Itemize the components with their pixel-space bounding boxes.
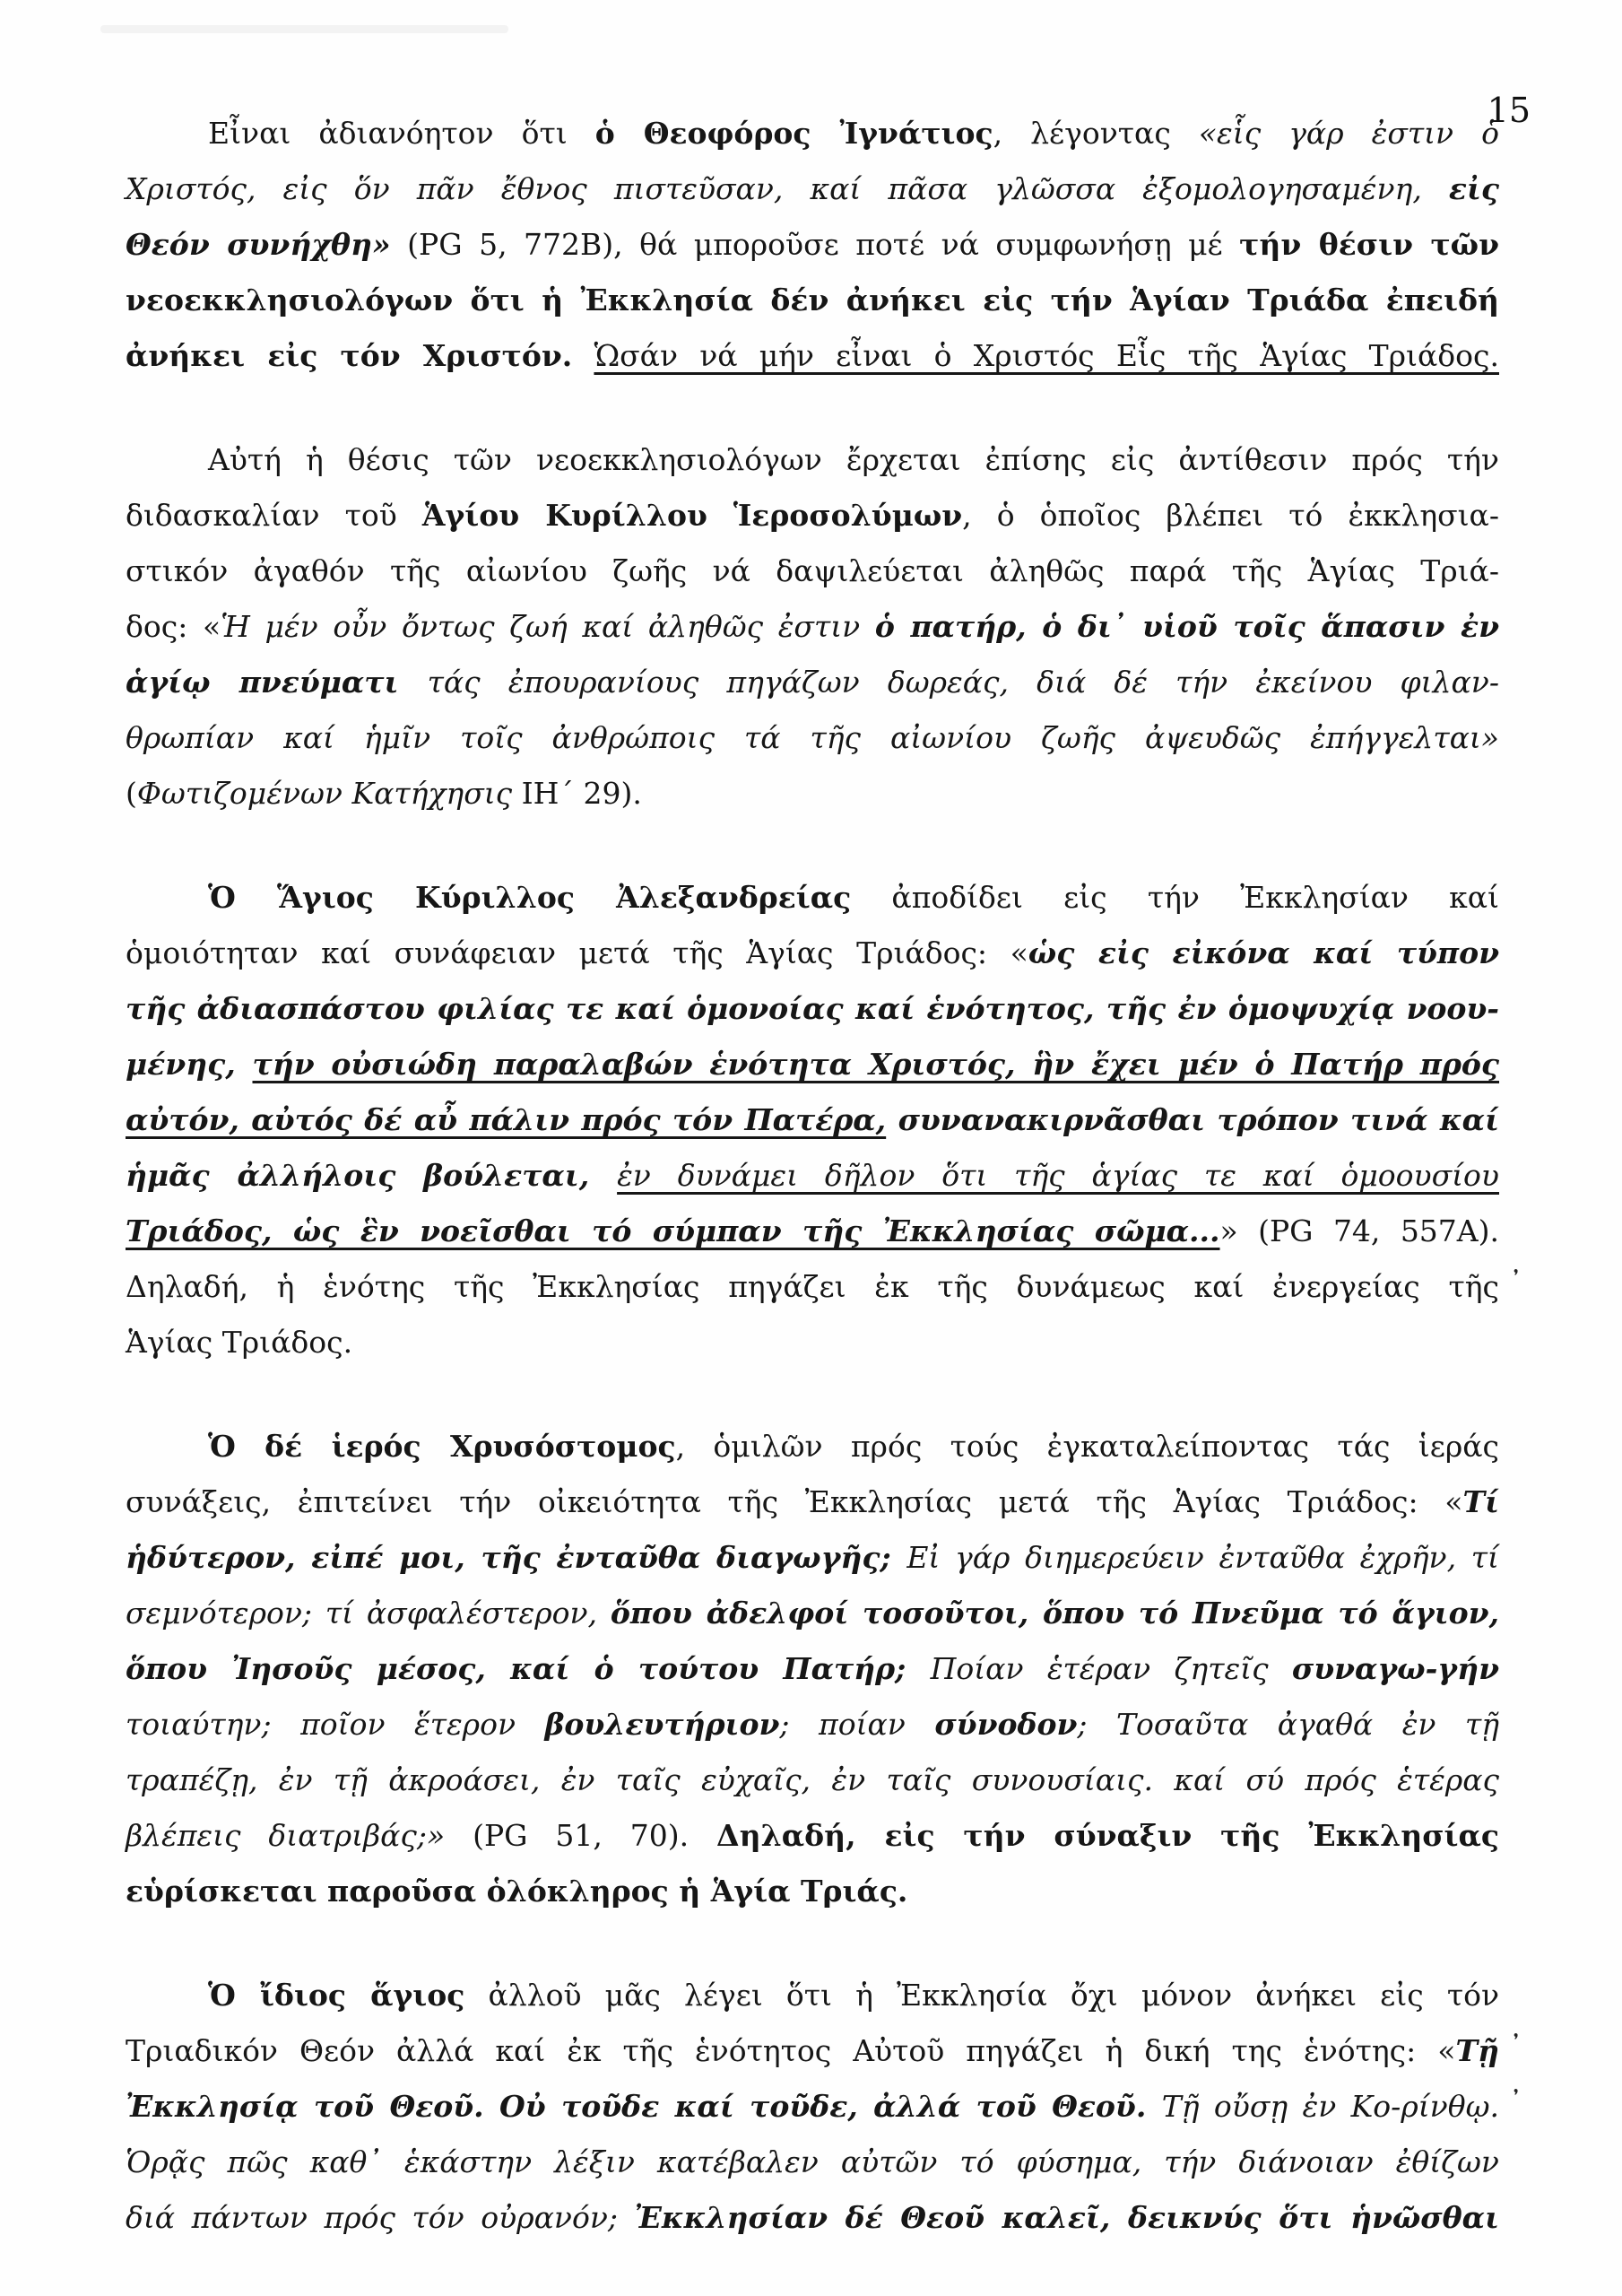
text-line [126,766,1499,822]
text-line [126,2135,1499,2190]
text-segment: Ὁ Ἅγιος Κύριλλος Ἀλεξανδρείας [208,880,852,915]
text-line [126,2023,1522,2079]
text-segment: Τί [1462,1484,1499,1519]
text-line [126,2079,1522,2135]
text-segment: ὁμοιότηταν καί συνάφειαν μετά τῆς Ἁγίας Τριάδος: « [126,935,1028,970]
text-segment: Χριστός, εἰς ὅν πᾶν ἔθνος πιστεῦσαν, καί πᾶσα γλῶσσα ἐξομολογησαμένη, [126,171,1449,206]
text-segment: τάς ἐπουρανίους πηγάζων δωρεάς, διά δέ τήν ἐκείνου φιλαν- [427,665,1500,700]
text-segment: ὁ Θεοφόρος Ἰγνάτιος [594,116,993,151]
text-segment: εἰς [1448,171,1499,206]
text-line [126,1968,1499,2023]
text-segment: ὁ πατήρ, ὁ δι᾿ υἱοῦ τοῖς ἅπασιν ἐν [874,609,1500,644]
text-segment: διά πάντων πρός τόν οὐρανόν; [126,2200,635,2235]
text-segment: Δηλαδή, εἰς τήν σύναξιν τῆς Ἐκκλησίας [716,1818,1499,1853]
text-line [126,655,1499,710]
text-segment: βλέπεις διατριβάς;» [126,1818,446,1853]
text-segment: ἀνήκει εἰς τόν Χριστόν. [126,338,573,373]
text-segment: , ὁμιλῶν πρός τούς ἐγκαταλείποντας τάς ἱεράς [675,1429,1499,1464]
paragraph-1 [126,106,1499,384]
text-segment: Αὐτή ἡ θέσις τῶν νεοεκκλησιολόγων ἔρχεται ἐπίσης εἰς ἀντίθεσιν πρός τήν [208,442,1499,477]
text-line [126,981,1499,1037]
text-segment: συνάξεις, ἐπιτείνει τήν οἰκειότητα τῆς Ἐκκλησίας μετά τῆς Ἁγίας Τριάδος: « [126,1484,1463,1519]
text-line [126,1315,1499,1370]
text-segment: τήν οὐσιώδη παραλαβών ἑνότητα Χριστός, ἣν ἔχει μέν ὁ Πατήρ πρός [252,1047,1500,1082]
text-line [126,599,1499,655]
text-segment: «εἷς γάρ ἐστιν ὁ [1198,116,1500,151]
text-segment: ΙΗ΄ 29). [512,776,642,811]
text-segment: Τῇ οὔσῃ ἐν Κο-ρίνθῳ. [1161,2089,1499,2124]
text-segment: ὅπου Ἰησοῦς μέσος, καί ὁ τούτου Πατήρ; [126,1651,931,1686]
text-line [126,1808,1499,1864]
text-segment: ; Τοσαῦτα ἀγαθά ἐν τῇ [1077,1707,1499,1742]
stray-breathing-mark: ᾿ [1509,1267,1522,1299]
text-segment: ἁγίῳ πνεύματι [126,665,428,700]
text-line [126,1641,1499,1697]
text-segment: ἀλλοῦ μᾶς λέγει ὅτι ἡ Ἐκκλησία ὄχι μόνον ἀνήκει εἰς τόν [464,1978,1500,2013]
text-segment: Ἁγίας Τριάδος. [126,1325,353,1360]
text-segment [572,338,594,373]
text-segment: Ἐκκλησίαν δέ Θεοῦ καλεῖ, δεικνύς ὅτι ἡνῶσθαι [634,2200,1499,2235]
text-segment: Εἶναι ἀδιανόητον ὅτι [208,116,595,151]
text-line [126,328,1499,384]
text-segment: Ὡσάν νά μήν εἶναι ὁ Χριστός Εἷς τῆς Ἁγίας Τριάδος. [594,338,1499,373]
text-segment: σύνοδον [934,1707,1078,1742]
text-segment: συναγω-γήν [1291,1651,1499,1686]
text-segment: μένης, [126,1047,253,1082]
text-segment: τήν θέσιν τῶν [1239,227,1499,262]
text-line [126,273,1499,328]
text-segment: ὡς εἰς εἰκόνα καί τύπον [1028,935,1499,970]
text-line [126,1474,1499,1530]
paragraph-2 [126,432,1499,822]
text-segment: βουλευτήριον [544,1707,780,1742]
text-segment: στικόν ἀγαθόν τῆς αἰωνίου ζωῆς νά δαψιλεύεται ἀληθῶς παρά τῆς Ἁγίας Τριά- [126,553,1499,588]
text-line [126,1148,1499,1204]
text-segment: Ὁ ἴδιος ἅγιος [208,1978,465,2013]
text-segment: ( [126,776,137,811]
text-segment: Φωτιζομένων Κατήχησις [136,776,513,811]
text-segment: τραπέζῃ, ἐν τῇ ἀκροάσει, ἐν ταῖς εὐχαῖς, ἐν ταῖς συνουσίαις. καί σύ πρός ἑτέρας [126,1762,1499,1797]
text-segment: ἐν δυνάμει δῆλον ὅτι τῆς ἁγίας τε καί ὁμοουσίου [617,1158,1499,1193]
text-line [126,1419,1499,1474]
text-line [126,544,1499,599]
text-segment: Εἰ γάρ διημερεύειν ἐνταῦθα ἐχρῆν, τί [906,1540,1499,1575]
text-segment: ; ποίαν [779,1707,935,1742]
text-segment: δος: « [126,609,221,644]
text-line [126,1864,1499,1919]
text-segment: διδασκαλίαν τοῦ [126,498,422,533]
text-segment: συνανακιρνᾶσθαι τρόπον τινά καί [886,1102,1499,1137]
text-segment: ὅπου ἀδελφοί τοσοῦτοι, ὅπου τό Πνεῦμα τό ἅγιον, [610,1596,1499,1631]
text-segment: Δηλαδή, ἡ ἑνότης τῆς Ἐκκλησίας πηγάζει ἐκ τῆς δυνάμεως καί ἐνεργείας τῆς [126,1269,1499,1304]
text-segment: Ποίαν ἑτέραν ζητεῖς [930,1651,1292,1686]
text-segment: Τῇ [1455,2033,1499,2068]
text-segment: Ἁγίου Κυρίλλου Ἱεροσολύμων [421,498,963,533]
text-segment: αὐτόν, αὐτός δέ αὖ πάλιν πρός τόν Πατέρα, [126,1102,887,1137]
text-line [126,432,1499,488]
paragraph-5 [126,1968,1522,2246]
text-segment: νεοεκκλησιολόγων ὅτι ἡ Ἐκκλησία δέν ἀνήκει εἰς τήν Ἁγίαν Τριάδα ἐπειδή [126,283,1499,317]
text-line [126,1259,1522,1315]
text-segment: Ὁ δέ ἱερός Χρυσόστομος [208,1429,676,1464]
text-segment: Θεόν συνήχθη» [126,227,391,262]
scan-smudge-artifact [100,25,508,33]
paragraph-4 [126,1419,1499,1919]
text-line [126,1752,1499,1808]
text-segment: , ὁ ὁποῖος βλέπει τό ἐκκλησια- [962,498,1499,533]
stray-breathing-mark: ᾿ [1509,2031,1522,2063]
text-line [126,161,1499,217]
text-segment: Τριαδικόν Θεόν ἀλλά καί ἐκ τῆς ἑνότητος Αὐτοῦ πηγάζει ἡ δική της ἑνότης: « [126,2033,1456,2068]
text-line [126,488,1499,544]
paragraph-3 [126,870,1522,1370]
text-line [126,926,1499,981]
text-segment: τῆς ἀδιασπάστου φιλίας τε καί ὁμονοίας καί ἑνότητος, τῆς ἐν ὁμοψυχίᾳ νοου- [126,991,1499,1026]
text-line [126,1092,1499,1148]
text-segment: θρωπίαν καί ἡμῖν τοῖς ἀνθρώποις τά τῆς αἰωνίου ζωῆς ἀψευδῶς ἐπήγγελται» [126,720,1499,755]
text-segment: ἡμᾶς ἀλλήλοις βούλεται, [126,1158,618,1193]
text-line [126,1697,1499,1752]
page-number: 15 [1487,91,1531,130]
text-line [126,1037,1499,1092]
text-segment: , λέγοντας [993,116,1199,151]
text-line [126,1204,1499,1259]
text-segment: Ὁρᾷς πῶς καθ᾿ ἑκάστην λέξιν κατέβαλεν αὐτῶν τό φύσημα, τήν διάνοιαν ἐθίζων [126,2144,1499,2179]
text-segment: ἡδύτερον, εἰπέ μοι, τῆς ἐνταῦθα διαγωγῆς; [126,1540,907,1575]
text-line [126,710,1499,766]
text-segment: (PG 51, 70). [445,1818,716,1853]
text-line [126,106,1499,161]
text-segment: σεμνότερον; τί ἀσφαλέστερον, [126,1596,611,1631]
text-segment: εὑρίσκεται παροῦσα ὁλόκληρος ἡ Ἁγία Τριάς. [126,1874,908,1909]
text-line [126,217,1499,273]
text-segment: Ἡ μέν οὖν ὄντως ζωή καί ἀληθῶς ἐστιν [221,609,875,644]
text-line [126,1586,1499,1641]
text-line [126,1530,1499,1586]
text-line [126,2190,1499,2246]
stray-breathing-mark: ᾿ [1509,2087,1522,2118]
text-segment: Τριάδος, ὡς ἓν νοεῖσθαι τό σύμπαν τῆς Ἐκκλησίας σῶμα... [126,1213,1220,1248]
text-block [126,106,1522,2246]
text-segment: Ἐκκλησίᾳ τοῦ Θεοῦ. Οὐ τοῦδε καί τοῦδε, ἀλλά τοῦ Θεοῦ. [126,2089,1162,2124]
text-segment: ἀποδίδει εἰς τήν Ἐκκλησίαν καί [851,880,1499,915]
text-line [126,870,1499,926]
text-segment: τοιαύτην; ποῖον ἕτερον [126,1707,545,1742]
text-segment: » (PG 74, 557A). [1219,1213,1499,1248]
text-segment: (PG 5, 772B), θά μποροῦσε ποτέ νά συμφωνήσῃ μέ [390,227,1240,262]
